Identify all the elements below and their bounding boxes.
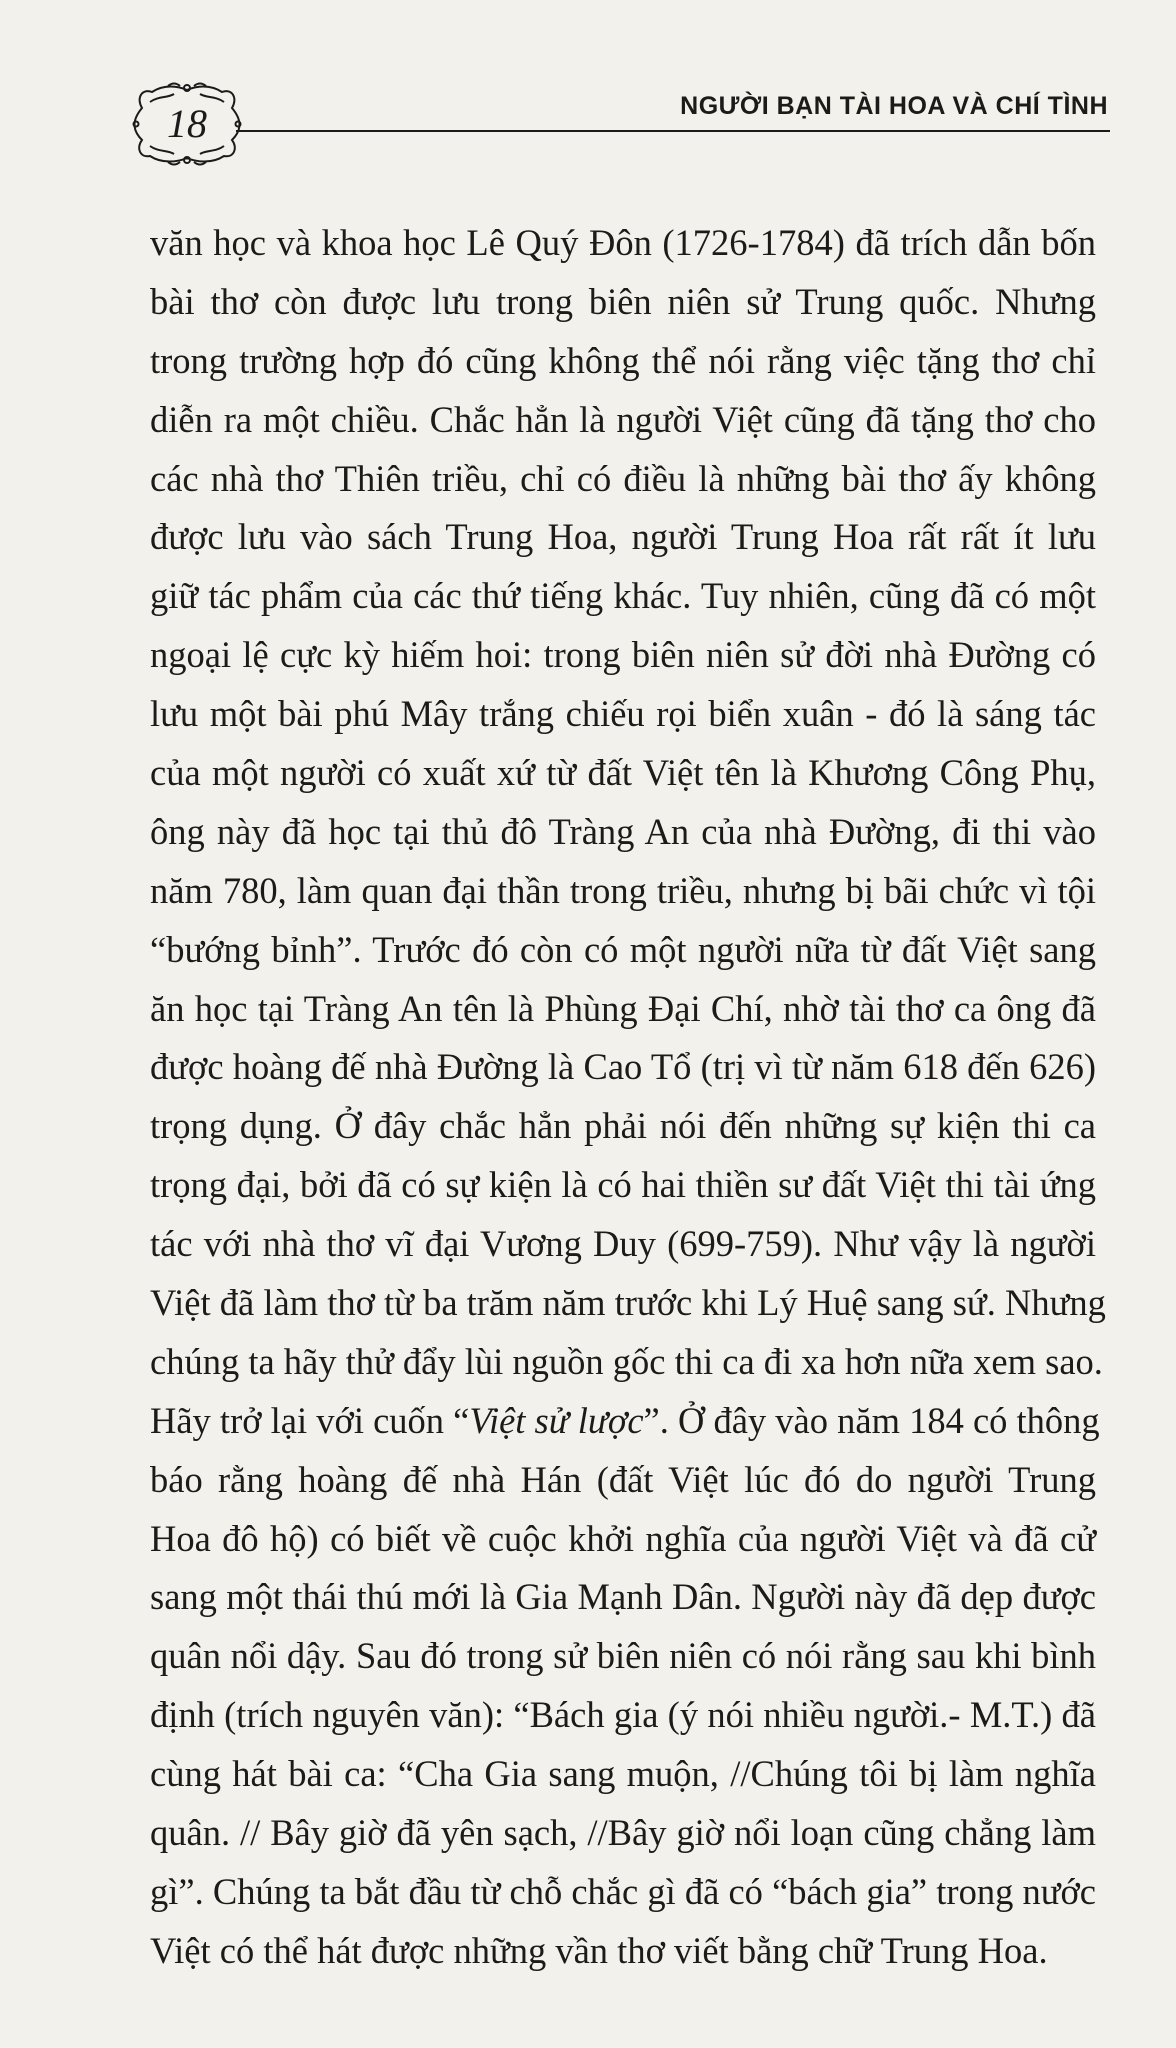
text-line: ngoại lệ cực kỳ hiếm hoi: trong biên niên sử đời nhà Đường có [150,634,1096,676]
text-line: của một người có xuất xứ từ đất Việt tên là Khương Công Phụ, [150,752,1096,794]
text-line: định (trích nguyên văn): “Bách gia (ý nói nhiều người.- M.T.) đã [150,1694,1096,1736]
text-line: ông này đã học tại thủ đô Tràng An của nhà Đường, đi thi vào [150,810,1096,852]
body-text [150,214,1106,1981]
text-line-with-italic-title [150,1392,1100,1451]
text-line: năm 780, làm quan đại thần trong triều, nhưng bị bãi chức vì tội [150,869,1096,911]
text-line: báo rằng hoàng đế nhà Hán (đất Việt lúc đó do người Trung [150,1458,1096,1500]
text-line: được hoàng đế nhà Đường là Cao Tổ (trị vì từ năm 618 đến 626) [150,1046,1096,1088]
text-line: Việt có thể hát được những vần thơ viết bằng chữ Trung Hoa. [150,1929,1048,1971]
text-line: giữ tác phẩm của các thứ tiếng khác. Tuy nhiên, cũng đã có một [150,575,1096,617]
page-number: 18 [167,100,207,146]
text-line: Hoa đô hộ) có biết về cuộc khởi nghĩa của người Việt và đã cử [150,1517,1096,1559]
text-line: quân. // Bây giờ đã yên sạch, //Bây giờ nổi loạn cũng chẳng làm [150,1812,1096,1854]
text-line: trọng dụng. Ở đây chắc hẳn phải nói đến những sự kiện thi ca [150,1105,1096,1147]
book-title-italic: Việt sử lược [469,1399,644,1441]
text-line: lưu một bài phú Mây trắng chiếu rọi biển xuân - đó là sáng tác [150,693,1096,735]
text-segment: ”. Ở đây vào năm 184 có thông [643,1399,1100,1441]
text-line: ăn học tại Tràng An tên là Phùng Đại Chí, nhờ tài thơ ca ông đã [150,987,1096,1029]
text-line: các nhà thơ Thiên triều, chỉ có điều là những bài thơ ấy không [150,457,1096,499]
header-rule [236,130,1110,132]
text-line: tác với nhà thơ vĩ đại Vương Duy (699-759). Như vậy là người [150,1223,1096,1265]
text-line: “bướng bỉnh”. Trước đó còn có một người nữa từ đất Việt sang [150,928,1096,970]
text-line: cùng hát bài ca: “Cha Gia sang muộn, //Chúng tôi bị làm nghĩa [150,1753,1096,1795]
running-title: NGƯỜI BẠN TÀI HOA VÀ CHÍ TÌNH [680,92,1108,120]
text-segment: Hãy trở lại với cuốn “ [150,1399,470,1441]
text-line: trong trường hợp đó cũng không thể nói rằng việc tặng thơ chỉ [150,339,1096,381]
text-line: văn học và khoa học Lê Quý Đôn (1726-1784) đã trích dẫn bốn [150,222,1096,263]
text-line: được lưu vào sách Trung Hoa, người Trung Hoa rất rất ít lưu [150,516,1096,558]
text-line: bài thơ còn được lưu trong biên niên sử Trung quốc. Nhưng [150,280,1096,322]
text-line: Việt đã làm thơ từ ba trăm năm trước khi Lý Huệ sang sứ. Nhưng [150,1282,1106,1324]
text-line: gì”. Chúng ta bắt đầu từ chỗ chắc gì đã có “bách gia” trong nước [150,1870,1096,1912]
text-line: trọng đại, bởi đã có sự kiện là có hai thiền sư đất Việt thi tài ứng [150,1164,1096,1206]
text-line: quân nổi dậy. Sau đó trong sử biên niên có nói rằng sau khi bình [150,1635,1096,1677]
text-line: chúng ta hãy thử đẩy lùi nguồn gốc thi ca đi xa hơn nữa xem sao. [150,1340,1103,1382]
text-line: sang một thái thú mới là Gia Mạnh Dân. Người này đã dẹp được [150,1576,1096,1618]
text-line: diễn ra một chiều. Chắc hẳn là người Việt cũng đã tặng thơ cho [150,398,1096,440]
